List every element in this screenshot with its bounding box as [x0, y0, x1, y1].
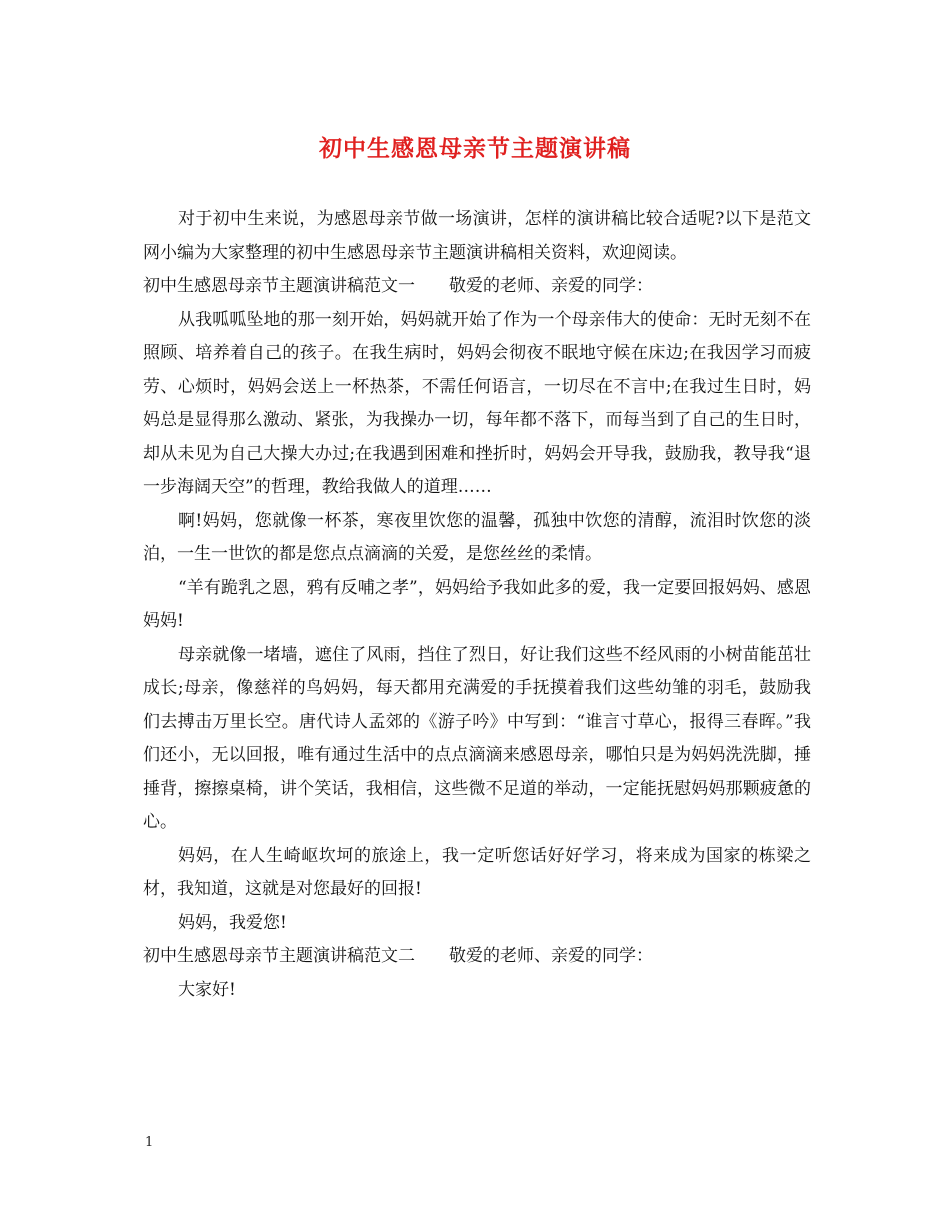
document-title: 初中生感恩母亲节主题演讲稿	[319, 135, 631, 162]
body-paragraph: 母亲就像一堵墙，遮住了风雨，挡住了烈日，好让我们这些不经风雨的小树苗能茁壮成长;母亲，像慈祥的鸟妈妈，每天都用充满爱的手抚摸着我们这些幼雏的羽毛，鼓励我们去搏击万里长空。唐代诗人孟郊的《游子吟》中写到：“谁言寸草心，报得三春晖。”我们还小，无以回报，唯有通过生活中的点点滴滴来感恩母亲，哪怕只是为妈妈洗洗脚，捶捶背，擦擦桌椅，讲个笑话，我相信，这些微不足道的举动，一定能抚慰妈妈那颗疲惫的心。	[143, 644, 811, 832]
body-paragraph: 妈妈，我爱您!	[178, 912, 287, 933]
section-heading-2: 初中生感恩母亲节主题演讲稿范文二 敬爱的老师、亲爱的同学：	[143, 946, 653, 966]
intro-paragraph: 对于初中生来说，为感恩母亲节做一场演讲，怎样的演讲稿比较合适呢?以下是范文网小编为大家整理的初中生感恩母亲节主题演讲稿相关资料，欢迎阅读。	[143, 209, 811, 263]
section-heading-1: 初中生感恩母亲节主题演讲稿范文一 敬爱的老师、亲爱的同学：	[143, 276, 653, 296]
body-paragraph: “羊有跪乳之恩，鸦有反哺之孝”，妈妈给予我如此多的爱，我一定要回报妈妈、感恩妈妈!	[143, 577, 811, 631]
body-paragraph: 啊!妈妈，您就像一杯茶，寒夜里饮您的温馨，孤独中饮您的清醇，流泪时饮您的淡泊，一生一世饮的都是您点点滴滴的关爱，是您丝丝的柔情。	[143, 510, 811, 564]
body-paragraph: 妈妈，在人生崎岖坎坷的旅途上，我一定听您话好好学习，将来成为国家的栋梁之材，我知道，这就是对您最好的回报!	[143, 845, 811, 899]
document-body	[143, 203, 811, 1007]
body-paragraph: 从我呱呱坠地的那一刻开始，妈妈就开始了作为一个母亲伟大的使命：无时无刻不在照顾、培养着自己的孩子。在我生病时，妈妈会彻夜不眠地守候在床边;在我因学习而疲劳、心烦时，妈妈会送上一杯热茶，不需任何语言，一切尽在不言中;在我过生日时，妈妈总是显得那么激动、紧张，为我操办一切，每年都不落下，而每当到了自己的生日时，却从未见为自己大操大办过;在我遇到困难和挫折时，妈妈会开导我，鼓励我，教导我“退一步海阔天空”的哲理，教给我做人的道理……	[143, 309, 811, 497]
page-number: 1	[145, 1135, 154, 1150]
body-paragraph: 大家好!	[178, 979, 236, 1000]
